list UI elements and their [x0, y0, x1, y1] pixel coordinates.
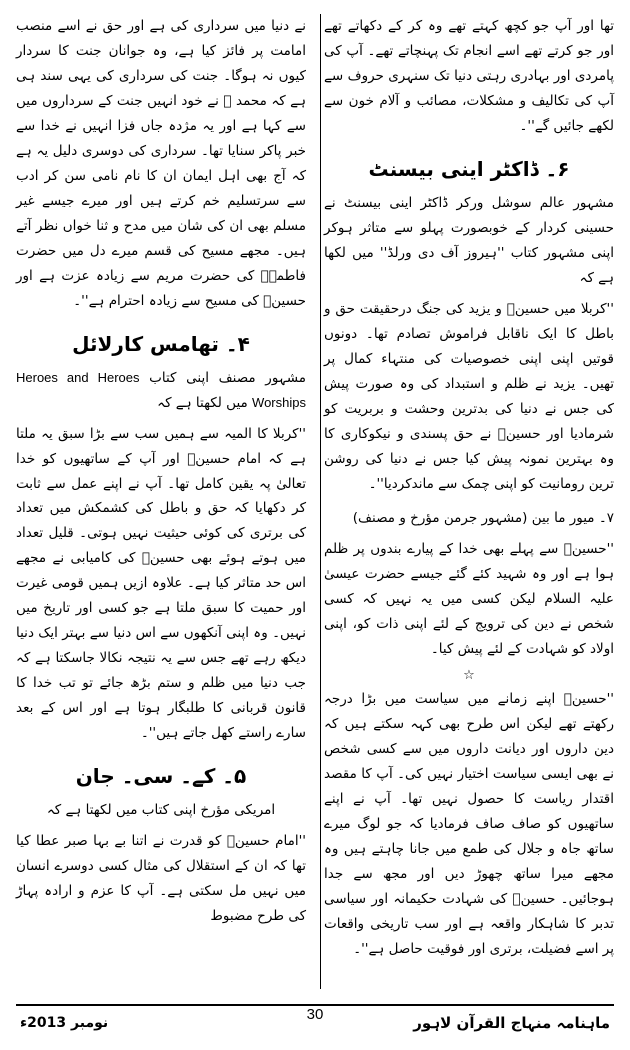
- text-after-title: میں لکھتا ہے کہ: [157, 394, 253, 411]
- attribution-miur-mabin: ۷۔ میور ما بین (مشہور جرمن مؤرخ و مصنف): [352, 510, 614, 527]
- paragraph-quote: ''کربلا میں حسینؓ و یزید کی جنگ درحقیقت حق و باطل کا ایک ناقابل فراموش تصادم تھا۔ دونوں قوتیں اپنی اپنی خصوصیات کی منتہاء کمال پر تھیں۔ یزید نے ظلم و استبداد کی وہ صورت پیش کی جس نے دنیا کی بدترین وحشت و بربریت کو شرمادیا اور حسینؓ نے حق پسندی و نیکوکاری کا وہ بہترین نمونہ پیش کیا جس نے دنیا کی روشن ترین رومانیت کو اپنی چمک سے ماندکردیا''۔: [324, 300, 614, 492]
- paragraph-quote: ''حسینؓ اپنے زمانے میں سیاست میں بڑا درجہ رکھتے تھے لیکن اس طرح بھی کہہ سکتے ہیں کہ دین داروں اور دیانت داروں میں سے کسی شخص نے بھی ایسی سیاست اختیار نہیں کی۔ آپ کا مقصد اقتدار ریاست کا حصول نہیں تھا۔ آپ نے اپنے ساتھیوں کو صاف صاف فرمادیا کہ جو لوگ میرے ساتھ جاہ و جلال کی طمع میں جانا چاہتے ہیں وہ مجھے میرا ساتھ چھوڑ دیں اور مجھ سے جدا ہوجائیں۔ حسینؓ کی شہادت حکیمانہ اور سیاسی تدبر کا شاہکار واقعہ ہے اور سب تاریخی واقعات پر اسے فضیلت، برتری اور فوقیت حاصل ہے''۔: [324, 691, 614, 957]
- section-heading-kc-john: ۵۔ کے۔ سی۔ جان: [75, 764, 247, 789]
- column-left: [16, 14, 321, 989]
- footer-content: [16, 998, 614, 1040]
- star-separator-icon: ☆: [463, 668, 475, 684]
- two-column-body: [16, 14, 614, 989]
- section-heading-thomas-carlyle: ۴۔ تھامس کارلائل: [72, 331, 250, 356]
- paragraph: مشہور عالم سوشل ورکر ڈاکٹر اینی بیسنٹ نے حسینی کردار کے خوبصورت پہلو سے متاثر ہوکر اپنی مشہور کتاب ''ہیروز آف دی ورلڈ'' میں لکھا ہے کہ: [324, 194, 614, 286]
- page-footer: [16, 998, 614, 1038]
- paragraph-quote: ''امام حسینؓ کو قدرت نے اتنا بے بہا صبر عطا کیا تھا کہ ان کے استقلال کی مثال کسی دوسرے انسان میں نہیں مل سکتی ہے۔ آپ کا عزم و ارادہ پہاڑ کی طرح مضبوط: [16, 833, 306, 925]
- paragraph-with-book-title: [16, 366, 306, 416]
- paragraph-quote: ''حسینؓ سے پہلے بھی خدا کے پیارے بندوں پر ظلم ہوا ہے اور وہ شہید کئے گئے جیسے حضرت عیسیٰ علیہ السلام لیکن کسی میں یہ نہیں کہ کسی شخص نے دین کی ترویج کے لئے اپنی ذات کو، اپنی اولاد کو شہادت کے لئے پیش کیا۔: [324, 541, 614, 658]
- book-title-english: Heroes and Heroes Worships: [16, 369, 306, 410]
- footer-issue-date: نومبر 2013ء: [16, 1015, 112, 1031]
- paragraph-quote: ''کربلا کا المیہ سے ہمیں سب سے بڑا سبق یہ ملتا ہے کہ امام حسینؓ اور آپ کے ساتھیوں کو خدا تعالیٰ پہ یقین کامل تھا۔ آپ نے اپنے عمل سے ثابت کر دکھایا کہ حق و باطل کی کشمکش میں تعداد کی برتری کی کوئی حیثیت نہیں ہوتی۔ قلیل تعداد میں ہوتے ہوئے بھی حسینؓ کی کامیابی نے مجھے اس حد متاثر کیا ہے۔ علاوہ ازیں ہمیں قومی غیرت اور حمیت کا سبق ملتا ہے جو کسی اور تاریخ میں نہیں۔ وہ اپنی آنکھوں سے اس دنیا سے بہتر ایک دنیا دیکھ رہے تھے جس سے یہ نتیجہ نکالا جاسکتا ہے کہ جب دنیا میں ظلم و ستم بڑھ جائے تو تب خدا کا قانون قربانی کا طلبگار ہوتا ہے اور اس کے بعد سارے راستے کھل جاتے ہیں''۔: [16, 425, 306, 742]
- paragraph: نے دنیا میں سرداری کی ہے اور حق نے اسے منصب امامت پر فائز کیا ہے، وہ جوانان جنت کا سردار کیوں نہ ہوگا۔ جنت کی سرداری کی یہی سند ہی ہے کہ محمد ﷺ نے خود انہیں جنت کے سرداروں میں سے کہا ہے اور یہ مژدہ جاں فزا انہیں نے خدا سے خبر پاکر سنایا تھا۔ سرداری کی دوسری دلیل یہ ہے کہ آج بھی اہل ایمان ان کا نام نامی سن کر ادب سے سرتسلیم خم کرتے ہیں اور میرے جیسے غیر مسلم بھی ان کی شان میں مدح و ثنا خواں نظر آتے ہیں۔ مجھے مسیح کی قسم میرے دل میں حضرت فاطمہؓ کی حضرت مریم سے زیادہ عزت ہے اور حسینؓ کی مسیح سے زیادہ احترام ہے''۔: [16, 18, 306, 309]
- column-right: [324, 14, 614, 989]
- footer-publication-title: ماہنامہ منہاج القرآن لاہور: [409, 1014, 614, 1032]
- text-before-title: مشہور مصنف اپنی کتاب: [139, 369, 306, 386]
- page-number: 30: [299, 1006, 332, 1023]
- paragraph: امریکی مؤرخ اپنی کتاب میں لکھتا ہے کہ: [46, 802, 276, 819]
- section-heading-anne-besant: ۶۔ ڈاکٹر اینی بیسنٹ: [368, 156, 570, 181]
- paragraph: تھا اور آپ جو کچھ کہتے تھے وہ کر کے دکھاتے تھے اور جو کرتے تھے اسے انجام تک پہنچاتے تھے۔ آپ کی پامردی اور بہادری رہتی دنیا تک سنہری حروف سے آپ کی تکالیف و مشکلات، مصائب و آلام خون سے لکھے جائیں گے''۔: [324, 18, 614, 134]
